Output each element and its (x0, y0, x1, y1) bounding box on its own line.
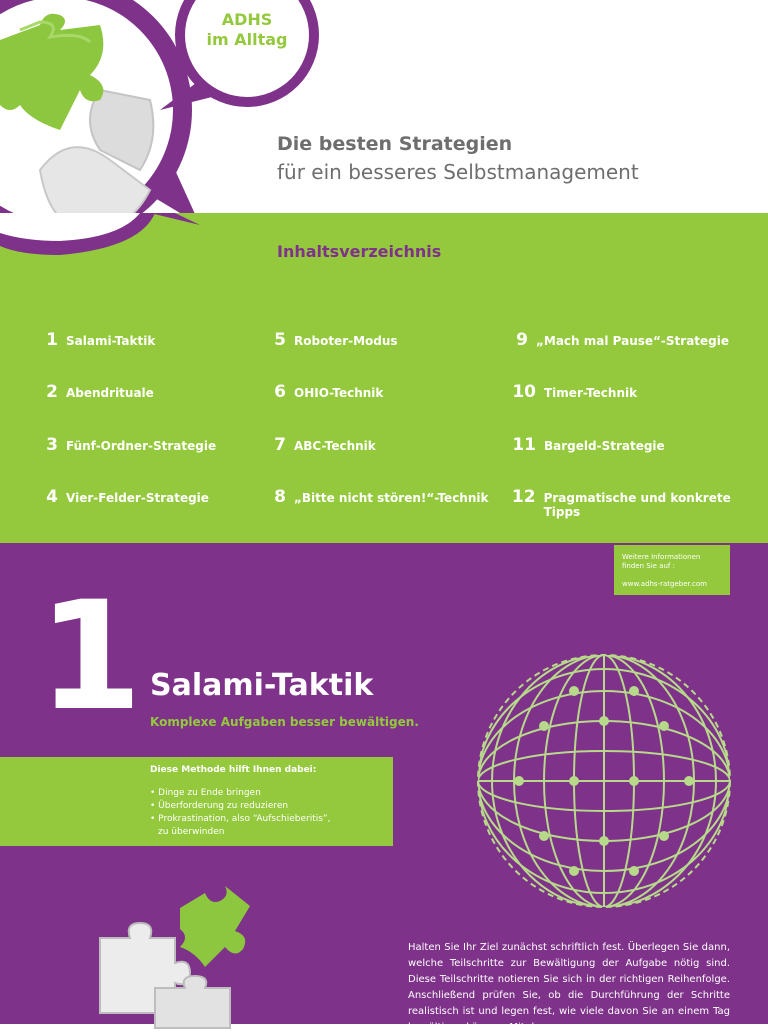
toc-label: Pragmatische und konkrete Tipps (543, 491, 731, 519)
toc-item-5[interactable] (268, 330, 398, 350)
toc-label: Timer-Technik (544, 386, 638, 400)
toc-number: 11 (512, 435, 536, 455)
badge-line-2: im Alltag (206, 30, 288, 49)
section-title: Salami-Taktik (150, 668, 374, 703)
badge-line-1: ADHS (221, 10, 273, 29)
toc-label: „Mach mal Pause“-Strategie (536, 334, 730, 348)
page-subheadline: für ein besseres Selbstmanagement (277, 160, 639, 184)
toc-label: Abendrituale (66, 386, 154, 400)
help-item: • Überforderung zu reduzieren (150, 801, 289, 811)
toc-number: 9 (516, 330, 528, 350)
toc-label: Fünf-Ordner-Strategie (66, 439, 217, 453)
info-url-link[interactable]: www.adhs-ratgeber.com (622, 580, 707, 588)
section-number: 1 (38, 570, 143, 744)
toc-item-9[interactable] (508, 330, 729, 350)
toc-number: 8 (274, 487, 286, 507)
toc-number: 1 (46, 330, 58, 350)
toc-label: Bargeld-Strategie (544, 439, 665, 453)
help-item: • Dinge zu Ende bringen (150, 788, 261, 798)
help-item: zu überwinden (158, 827, 225, 837)
toc-item-8[interactable] (268, 487, 488, 507)
header-area (0, 0, 768, 213)
section-subtitle: Komplexe Aufgaben besser bewältigen. (150, 715, 419, 729)
toc-item-3[interactable] (40, 435, 216, 455)
toc-item-2[interactable] (40, 382, 154, 402)
toc-number: 2 (46, 382, 58, 402)
section-body-text: Halten Sie Ihr Ziel zunächst schriftlich fest. Überlegen Sie dann, welche Teilschritte zur Bewältigung der Aufgabe nötig sind. Diese Teilschritte notieren Sie sich in der richtigen Reihenfolge. Anschließend prüfen Sie, ob die Durchführung der Schritte realistisch ist und legen fest, wie viele davon Sie an einem Tag bewältigen können. Mit dem so (408, 942, 730, 1033)
toc-number: 6 (274, 382, 286, 402)
toc-label: Salami-Taktik (66, 334, 156, 348)
toc-item-11[interactable] (508, 435, 665, 455)
help-box (0, 757, 393, 846)
info-box (614, 545, 730, 595)
puzzle-pieces-illustration (95, 893, 265, 1024)
toc-item-12[interactable] (508, 487, 768, 519)
toc-item-7[interactable] (268, 435, 376, 455)
toc-label: OHIO-Technik (294, 386, 384, 400)
toc-number: 5 (274, 330, 286, 350)
help-title: Diese Methode hilft Ihnen dabei: (150, 765, 317, 775)
toc-number: 7 (274, 435, 286, 455)
info-line-1: Weitere Informationen (622, 553, 701, 561)
toc-number: 3 (46, 435, 58, 455)
bubble-overlap (0, 213, 200, 273)
toc-number: 4 (46, 487, 58, 507)
toc-label: ABC-Technik (294, 439, 376, 453)
toc-number: 12 (511, 487, 536, 507)
toc-label: Vier-Felder-Strategie (66, 491, 209, 505)
page-headline: Die besten Strategien (277, 133, 513, 155)
toc-title: Inhaltsverzeichnis (277, 242, 442, 261)
help-list (150, 787, 330, 839)
badge-title (192, 10, 302, 50)
toc-label: „Bitte nicht stören!“-Technik (294, 491, 489, 505)
toc-number: 10 (512, 382, 536, 402)
info-line-2: finden Sie auf : (622, 562, 675, 570)
help-item: • Prokrastination, also “Aufschieberitis”, (150, 814, 331, 824)
toc-item-4[interactable] (40, 487, 209, 507)
toc-item-6[interactable] (268, 382, 383, 402)
toc-item-10[interactable] (508, 382, 637, 402)
toc-item-1[interactable] (40, 330, 155, 350)
toc-label: Roboter-Modus (294, 334, 398, 348)
puzzle-globe-icon (474, 651, 734, 911)
